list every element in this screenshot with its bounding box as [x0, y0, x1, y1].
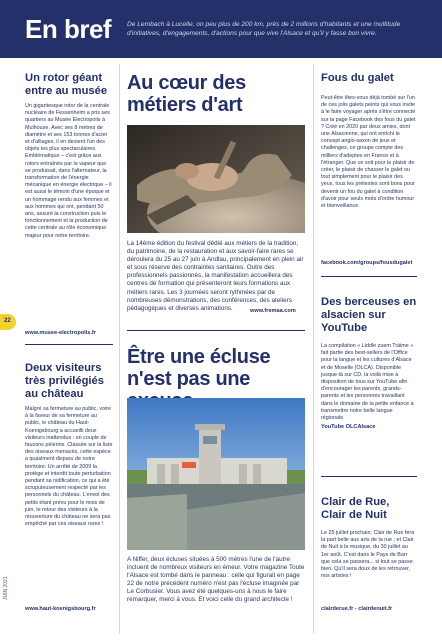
article-body: Le 25 juillet prochain, Clair de Rue fera la part belle aux arts de la rue ; et Clair de Nuit à la musique, du 30 juillet au 1er août. C'est dans le Pays de Barr que cela se passera... si tout se passe bien. Qu'il sera doux de les retrouver, nos artistes !: [321, 530, 415, 580]
article-title: Des berceuses en alsacien sur YouTube: [321, 296, 417, 334]
column-divider: [119, 64, 120, 634]
article-title: Deux visiteurs très privilégiés au château: [25, 362, 104, 400]
divider: [321, 476, 417, 477]
article-title: Fous du galet: [321, 72, 394, 84]
artisan-photo: [127, 125, 305, 233]
section-title: En bref: [25, 14, 112, 44]
divider: [321, 276, 417, 277]
article-body: Peut-être êtes-vous déjà tombé sur l'un de ces jolis galets peints qui vous invite à le faire voyager après s'être connecté sur la page Facebook des fous du galet ? Créé en 2020 par deux amies, dont une Alsacienne, qui ont enrichi le concept anglo-saxon de jeux et challenges, ce groupe compte des milliers d'adeptes en France et à l'étranger. Que ce soit pour le plaisir de créer, le plaisir de chasser le galet ou tout simplement pour le plaisir des yeux, tous les prétextes sont bons pour devenir un fou du galet à condition d'avoir pour seuls mots d'ordre humour et bienveillance.: [321, 95, 416, 210]
article-visiteurs: [25, 362, 113, 528]
article-body: A Niffer, deux écluses situées à 500 mètres l'une de l'autre incluent de nombreux visiteurs en émeur. Votre magazine Toute l'Alsace est tombé dans le panneau : celle qui figurait en page 22 de notre précédent numéro n'est pas l'écluse imaginée par Le Corbusier. Vous avez été quelques-uns à nous le faire remarquer, merci à vous. Et voici celle du grand architecte !: [127, 556, 305, 604]
column-divider: [313, 64, 314, 634]
divider: [25, 344, 113, 345]
ecluse-photo: [127, 398, 305, 550]
link-youtube-olca[interactable]: YouTube OLCAlsace: [321, 424, 376, 430]
divider: [127, 330, 305, 331]
article-body: Malgré sa fermeture au public, voire à la faveur de sa fermeture au public, le château du Haut-Koenigsbourg a accueilli deux visiteurs inattendus : un couple de faucons pèlerins. Classée sur la liste des oiseaux menacés, cette espèce a quasiment disparu de notre territoire. Un arrêté de 2009 la protège et interdit toute perturbation pendant sa nidification, ce qui a été scrupuleusement respecté par les personnels du château. L'envol des petits étant prévu pour le mois de juin, le retour des visiteurs à la réouverture du château ne sera pas empêché par ces oiseaux rares !: [25, 406, 113, 528]
article-body: La compilation « Liddle zuem Träime » fait partie des best-sellers de l'Office pour la langue et les cultures d'Alsace et de Moselle (OLCA). Disponible jusque-là sur CD, la voilà mise à disposition de tous sur YouTube afin d'encourager les parents, grands-parents et les personnes travaillant dans le domaine de la petite enfance à transmettre notre belle langue régionale.: [321, 343, 414, 422]
link-electropolis[interactable]: www.musee-electropolis.fr: [25, 330, 96, 336]
article-metiers: [127, 72, 305, 116]
article-clair: [321, 496, 417, 580]
link-facebook-galet[interactable]: facebook.com/groups/fousdugalet: [321, 260, 413, 266]
link-fremaa[interactable]: www.fremaa.com: [250, 308, 296, 314]
article-galet: [321, 72, 417, 210]
article-rotor: [25, 72, 113, 240]
section-intro: De Lembach à Lucelle, on peu plus de 200 km, près de 2 millions d'habitants et une multitude d'initiatives, d'engagements, d'actions pour que vive l'Alsace et qu'il y fasse bon vivre.: [127, 21, 401, 37]
article-berceuses: [321, 296, 417, 422]
header-banner: [0, 0, 442, 58]
page-number: 22: [4, 318, 11, 324]
article-title: Être une écluse n'est pas une: [127, 346, 271, 390]
link-haut-koenigsbourg[interactable]: www.haut-koenigsbourg.fr: [25, 606, 96, 612]
article-title: Clair de Rue, Clair de Nuit: [321, 496, 390, 521]
article-body: La 14ème édition du festival dédié aux métiers de la tradition, du patrimoine, de la restauration et aux savoir-faire rares se déroulera du 25 au 27 juin à Andlau, principalement en plein air et sous réserve des contraintes sanitaires. Outre des professionnels passionnés, la manifestation accueillera des centres de formation qui présenteront leurs formations aux métiers rares. Les 3 journées seront rythmées par de nombreuses démonstrations, des conférences, des ateliers pédagogiques et diverses animations.: [127, 240, 304, 312]
link-clair-de-rue[interactable]: clairderue.fr - clairdenuit.fr: [321, 606, 393, 612]
issue-date: JUIN 2021: [3, 576, 9, 600]
article-title: Au cœur des métiers d'art: [127, 72, 246, 116]
article-body: Un gigantesque rotor de la centrale nucléaire de Fessenheim a pris ses quartiers au Musée Electropolis à Mulhouse. Avec ses 8 mètres de diamètre et ses 153 tonnes d'acier et d'alliages, il en devient l'un des objets les plus spectaculaires. Emblématique – c'est grâce aux rotors entraînés par la vapeur que se produisait, dans l'alternateur, la transformation de l'énergie mécanique en énergie électrique – il est aussi le témoin d'une époque et un hommage rendu aux femmes et aux hommes qui ont, pendant 50 ans, assuré la construction puis le fonctionnement et la production de cette centrale au rôle économique majeur pour notre territoire.: [25, 103, 112, 239]
article-title: Un rotor géant entre au musée: [25, 72, 108, 97]
